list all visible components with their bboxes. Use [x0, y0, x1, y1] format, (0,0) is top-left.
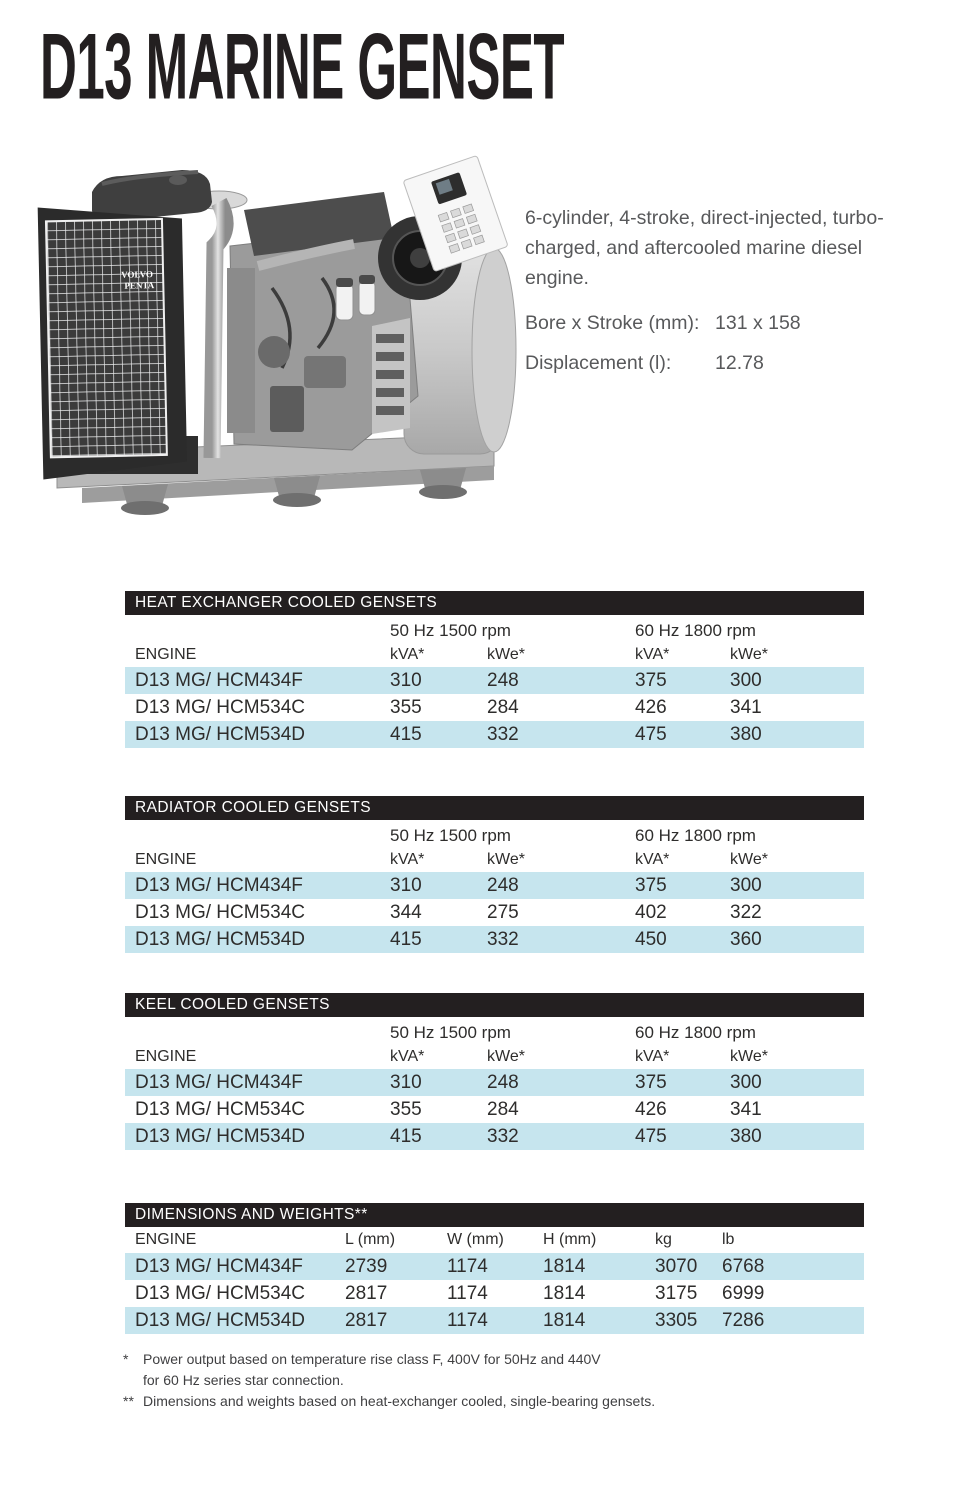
- kva-60: 402: [635, 902, 667, 923]
- kwe-60: 300: [730, 670, 762, 691]
- spec-value: 131 x 158: [715, 312, 801, 334]
- kwe-50: 332: [487, 929, 519, 950]
- kwe-50: 248: [487, 670, 519, 691]
- length-header: L (mm): [345, 1231, 396, 1248]
- footnote-line: Dimensions and weights based on heat-exchanger cooled, single-bearing gensets.: [143, 1393, 656, 1409]
- table-row: [125, 1096, 864, 1123]
- product-description-block: [525, 203, 893, 390]
- unit-header: kWe*: [487, 646, 525, 663]
- table-keel-cooled: [125, 993, 864, 1150]
- kva-50: 310: [390, 875, 422, 896]
- spec-label: Displacement (l):: [525, 352, 672, 374]
- kva-50: 355: [390, 1099, 422, 1120]
- freq-header-row: [125, 1017, 864, 1045]
- table-title-bar: RADIATOR COOLED GENSETS: [125, 796, 864, 820]
- height-value: 1814: [543, 1283, 586, 1304]
- table-title-bar: KEEL COOLED GENSETS: [125, 993, 864, 1017]
- unit-header: kVA*: [390, 646, 425, 663]
- kg-value: 3305: [655, 1310, 698, 1331]
- width-header: W (mm): [447, 1231, 504, 1248]
- engine-name: D13 MG/ HCM434F: [135, 875, 303, 896]
- column-header-row: [125, 1227, 864, 1253]
- kwe-50: 284: [487, 1099, 519, 1120]
- freq-60hz: 60 Hz 1800 rpm: [635, 621, 756, 640]
- brand-label-line1: VOLVO: [121, 269, 154, 280]
- engine-name: D13 MG/ HCM534C: [135, 902, 305, 923]
- table-row: [125, 721, 864, 748]
- kwe-50: 284: [487, 697, 519, 718]
- spec-label: Bore x Stroke (mm):: [525, 312, 700, 334]
- unit-header: kVA*: [635, 646, 670, 663]
- freq-50hz: 50 Hz 1500 rpm: [390, 621, 511, 640]
- engine-name: D13 MG/ HCM434F: [135, 1256, 303, 1277]
- spec-displacement: [525, 350, 893, 376]
- kwe-60: 360: [730, 929, 762, 950]
- kg-value: 3070: [655, 1256, 698, 1277]
- product-description: 6-cylinder, 4-stroke, direct-injected, turbo-charged, and aftercooled marine diesel engine.: [525, 207, 884, 289]
- footnote-power-output: [123, 1349, 803, 1391]
- length-value: 2739: [345, 1256, 388, 1277]
- kwe-50: 248: [487, 1072, 519, 1093]
- length-value: 2817: [345, 1283, 388, 1304]
- table-dimensions-weights: [125, 1203, 864, 1334]
- engine-name: D13 MG/ HCM534C: [135, 1099, 305, 1120]
- footnote-line: for 60 Hz series star connection.: [143, 1372, 344, 1388]
- kwe-60: 300: [730, 1072, 762, 1093]
- table-heat-exchanger-cooled: [125, 591, 864, 748]
- kg-value: 3175: [655, 1283, 698, 1304]
- unit-header: kWe*: [730, 851, 768, 868]
- height-header: H (mm): [543, 1231, 597, 1248]
- freq-50hz: 50 Hz 1500 rpm: [390, 826, 511, 845]
- unit-header: kWe*: [730, 1048, 768, 1065]
- unit-header: kWe*: [487, 851, 525, 868]
- engine-name: D13 MG/ HCM534D: [135, 929, 305, 950]
- table-row: [125, 1253, 864, 1280]
- table-row: [125, 872, 864, 899]
- kva-60: 475: [635, 724, 667, 745]
- table-row: [125, 694, 864, 721]
- table-row: [125, 1307, 864, 1334]
- freq-60hz: 60 Hz 1800 rpm: [635, 826, 756, 845]
- footnote-line: Power output based on temperature rise class F, 400V for 50Hz and 440V: [143, 1351, 601, 1367]
- kva-60: 450: [635, 929, 667, 950]
- unit-header: kWe*: [730, 646, 768, 663]
- footnote-marker: *: [123, 1351, 129, 1367]
- kva-60: 426: [635, 697, 667, 718]
- table-row: [125, 926, 864, 953]
- table-title-bar: HEAT EXCHANGER COOLED GENSETS: [125, 591, 864, 615]
- height-value: 1814: [543, 1256, 586, 1277]
- spec-value: 12.78: [715, 352, 764, 374]
- width-value: 1174: [447, 1283, 488, 1304]
- engine-name: D13 MG/ HCM434F: [135, 1072, 303, 1093]
- width-value: 1174: [447, 1310, 488, 1331]
- unit-header: kVA*: [635, 851, 670, 868]
- genset-image: [22, 148, 522, 533]
- table-row: [125, 667, 864, 694]
- kva-50: 415: [390, 1126, 422, 1147]
- table-row: [125, 899, 864, 926]
- engine-name: D13 MG/ HCM534D: [135, 724, 305, 745]
- kva-60: 426: [635, 1099, 667, 1120]
- freq-header-row: [125, 820, 864, 848]
- engine-header: ENGINE: [135, 646, 197, 663]
- kva-60: 375: [635, 875, 667, 896]
- freq-60hz: 60 Hz 1800 rpm: [635, 1023, 756, 1042]
- kwe-50: 332: [487, 724, 519, 745]
- kwe-50: 248: [487, 875, 519, 896]
- kwe-60: 300: [730, 875, 762, 896]
- kwe-60: 380: [730, 1126, 762, 1147]
- kva-60: 375: [635, 1072, 667, 1093]
- table-row: [125, 1069, 864, 1096]
- table-radiator-cooled: [125, 796, 864, 953]
- table-row: [125, 1123, 864, 1150]
- kva-60: 475: [635, 1126, 667, 1147]
- column-header-row: [125, 1045, 864, 1069]
- engine-name: D13 MG/ HCM534C: [135, 697, 305, 718]
- engine-header: ENGINE: [135, 851, 197, 868]
- column-header-row: [125, 848, 864, 872]
- kva-50: 310: [390, 1072, 422, 1093]
- kwe-60: 341: [730, 697, 762, 718]
- height-value: 1814: [543, 1310, 586, 1331]
- unit-header: kVA*: [390, 1048, 425, 1065]
- footnote-dimensions: [123, 1391, 803, 1412]
- lb-value: 7286: [722, 1310, 765, 1331]
- engine-name: D13 MG/ HCM434F: [135, 670, 303, 691]
- kva-50: 415: [390, 724, 422, 745]
- footnotes: [123, 1349, 803, 1412]
- spec-bore-stroke: [525, 310, 893, 336]
- kva-50: 355: [390, 697, 422, 718]
- lb-value: 6999: [722, 1283, 765, 1304]
- length-value: 2817: [345, 1310, 388, 1331]
- unit-header: kVA*: [390, 851, 425, 868]
- engine-name: D13 MG/ HCM534C: [135, 1283, 305, 1304]
- kwe-60: 380: [730, 724, 762, 745]
- kwe-60: 341: [730, 1099, 762, 1120]
- unit-header: kVA*: [635, 1048, 670, 1065]
- kg-header: kg: [655, 1231, 672, 1248]
- lb-value: 6768: [722, 1256, 765, 1277]
- page-title: D13 MARINE GENSET: [40, 15, 564, 120]
- engine-name: D13 MG/ HCM534D: [135, 1310, 305, 1331]
- unit-header: kWe*: [487, 1048, 525, 1065]
- kwe-60: 322: [730, 902, 762, 923]
- lb-header: lb: [722, 1231, 735, 1248]
- table-title-bar: DIMENSIONS AND WEIGHTS**: [125, 1203, 864, 1227]
- kva-50: 310: [390, 670, 422, 691]
- engine-header: ENGINE: [135, 1231, 197, 1248]
- kva-50: 344: [390, 902, 422, 923]
- freq-50hz: 50 Hz 1500 rpm: [390, 1023, 511, 1042]
- freq-header-row: [125, 615, 864, 643]
- kva-60: 375: [635, 670, 667, 691]
- engine-name: D13 MG/ HCM534D: [135, 1126, 305, 1147]
- brand-label-line2: PENTA: [124, 280, 155, 291]
- engine-header: ENGINE: [135, 1048, 197, 1065]
- kwe-50: 275: [487, 902, 519, 923]
- column-header-row: [125, 643, 864, 667]
- vent-louvers: [372, 318, 410, 434]
- width-value: 1174: [447, 1256, 488, 1277]
- footnote-marker: **: [123, 1393, 134, 1409]
- table-row: [125, 1280, 864, 1307]
- radiator-grille: [38, 205, 188, 480]
- kva-50: 415: [390, 929, 422, 950]
- kwe-50: 332: [487, 1126, 519, 1147]
- genset-illustration: [22, 148, 522, 533]
